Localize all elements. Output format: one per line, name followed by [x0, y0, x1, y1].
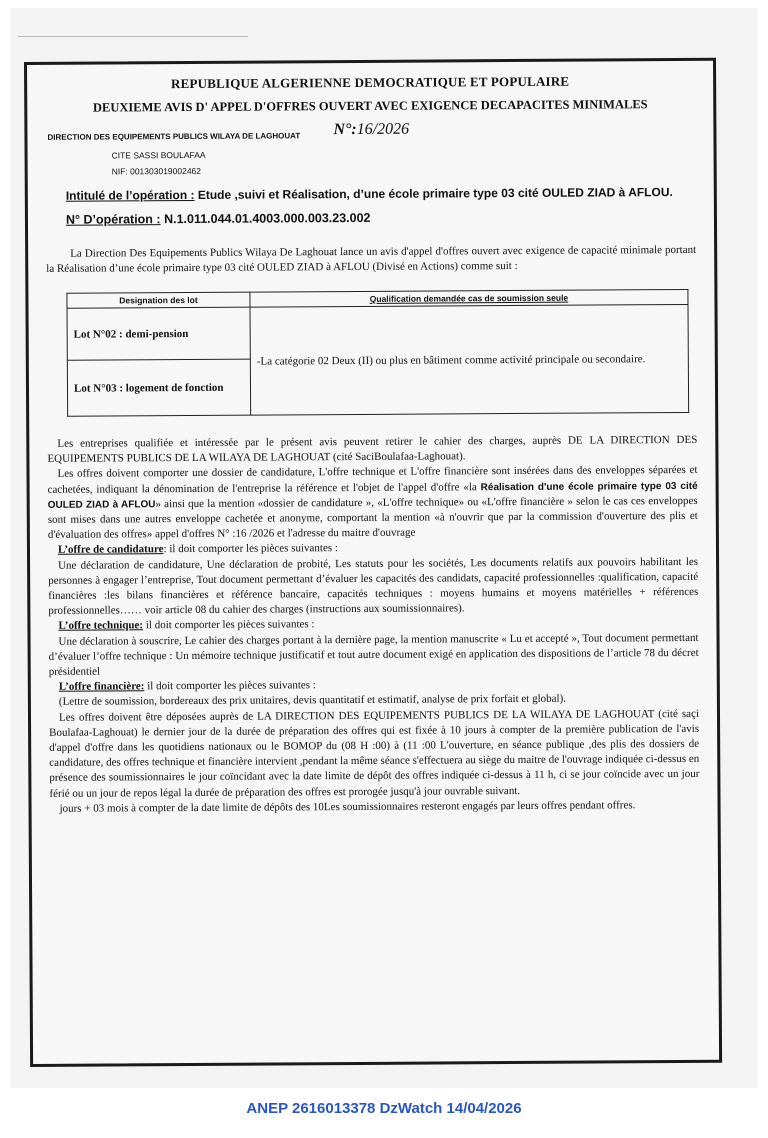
notice-body — [47, 433, 699, 817]
operation-title: Intitulé de l’opération : Etude ,suivi et Réalisation, d’une école primaire type 03 cité OULED ZIAD à AFLOU. — [65, 185, 673, 203]
notice-frame — [24, 58, 722, 1067]
heading-technique: L’offre technique: il doit comporter les pièces suivantes : — [58, 618, 315, 633]
table-header-lots: Designation des lot — [67, 292, 250, 308]
notice-number: N°:16/2026 — [333, 120, 410, 139]
table-header-qualification: Qualification demandée cas de soumission seule — [250, 289, 688, 307]
republic-title: REPUBLIQUE ALGERIENNE DEMOCRATIQUE ET POPULAIRE — [170, 73, 570, 92]
intro-paragraph: La Direction Des Equipements Publics Wilaya De Laghouat lance un avis d'appel d'offres ouvert avec exigence de capacité minimale portant la Réalisation d’une école primaire type 03 cité OULED ZIAD à AFLOU (Divisé en Actions) comme suit : — [46, 243, 697, 275]
publication-reference: ANEP 2616013378 DzWatch 14/04/2026 — [246, 1100, 522, 1117]
qualification-cell: -La catégorie 02 Deux (II) ou plus en bâtiment comme activité principale ou secondaire. — [250, 304, 689, 415]
heading-financiere: L’offre financière: il doit comporter les pièces suivantes : — [58, 679, 316, 694]
issuer-nif: NIF: 001303019002462 — [111, 165, 202, 177]
heading-candidature: L’offre de candidature: il doit comporter les pièces suivantes : — [57, 542, 338, 557]
paragraph-financiere: (Lettre de soumission, bordereaux des prix unitaires, devis quantitatif et estimatif, analyse de prix forfait et global). — [58, 693, 567, 709]
operation-number: N° D’opération : N.1.011.044.01.4003.000.003.23.002 — [65, 210, 371, 227]
paragraph-candidature: Une déclaration de candidature, Une déclaration de probité, Les statuts pour les sociétés, Les documents relatifs aux pouvoirs habilitant les personnes à engager l’entreprise, Tout document permettant d’évaluer les capacités des candidats, capacité professionnelles :qualification, capacité financières :les bilans financières et référence bancaire, capacités techniques : moyens humains et moyens matérielles + références professionnelles…… voir article 08 du cahier des charges (instructions aux soumissionnaires). — [48, 555, 699, 618]
lot-3-cell: Lot N°03 : logement de fonction — [67, 359, 250, 416]
issuer-address: CITE SASSI BOULAFAA — [111, 149, 206, 161]
paragraph-validity: jours + 03 mois à compter de la date limite de dépôts des 10Les soumissionnaires resteront engagés par leurs offres pendant offres. — [59, 799, 636, 815]
paragraph-withdrawal: Les entreprises qualifiée et intéressée par le présent avis peuvent retirer le cahier des charges, auprès DE LA DIRECTION DES EQUIPEMENTS PUBLICS DE LA WILAYA DE LAGHOUAT (cité SaciBoulafaa-Laghouat). — [47, 433, 698, 466]
paragraph-envelopes: Les offres doivent comporter une dossier de candidature, L'offre technique et L'offre financière sont insérées dans des enveloppes séparées et cachetées, indiquant la dénomination de l'entreprise la référence et l'objet de l'appel d'offre «la Réalisation d'une école primaire type 03 cité OULED ZIAD à AFLOU» ainsi que la mention «dossier de candidature », «L'offre technique» ou «L'offre financière » selon le cas ces enveloppes sont mises dans une autres enveloppe cachetée et anonyme, comportant la mention «à n'ouvrir que par la commission d'ouverture des plis et d'évaluation des offres» appel d'offres N° :16 /2026 et l'adresse du maitre d'ouvrage — [47, 464, 698, 542]
paragraph-deposit: Les offres doivent être déposées auprès de LA DIRECTION DES EQUIPEMENTS PUBLICS DE LA WILAYA DE LAGHOUAT (cité saçi Boulafaa-Laghouat) le dernier jour de la durée de préparation des offres qui est fixée à 10 jours à compter de la première publication de l'avis d'appel d'offre dans les quotidiens nationaux ou le BOMOP du (08 H :00) à (11 :00 L'ouverture, en séance publique ,des plis des dossiers de candidature, des offres technique et financière intervient ,pendant la même séance s'effectuera au siège du maitre de l'ouvrage indiquée ci-dessus en présence des soumissionnaires le jour coïncidant avec la date limite de dépôt des offres indiquée ci-dessus à 11 h, ci se jour coïncide avec un jour férié ou un jour de repos légal la durée de préparation des offres est prorogée jusqu'à jour ouvrable suivant. — [49, 707, 700, 800]
lots-table — [66, 289, 689, 417]
paragraph-technique: Une déclaration à souscrire, Le cahier des charges portant à la dernière page, la mention manuscrite « Lu et accepté », Tout document permettant d’évaluer l’offre technique : Un mémoire technique justificatif et tout autre document exigé en application des dispositions de l’article 78 du décret présidentiel — [48, 631, 699, 678]
notice-title: DEUXIEME AVIS D' APPEL D'OFFRES OUVERT AVEC EXIGENCE DECAPACITES MINIMALES — [92, 97, 648, 115]
scan-artifact-line — [18, 36, 248, 37]
lot-2-cell: Lot N°02 : demi-pension — [67, 307, 250, 360]
issuer-direction: DIRECTION DES EQUIPEMENTS PUBLICS WILAYA DE LAGHOUAT — [47, 131, 301, 142]
